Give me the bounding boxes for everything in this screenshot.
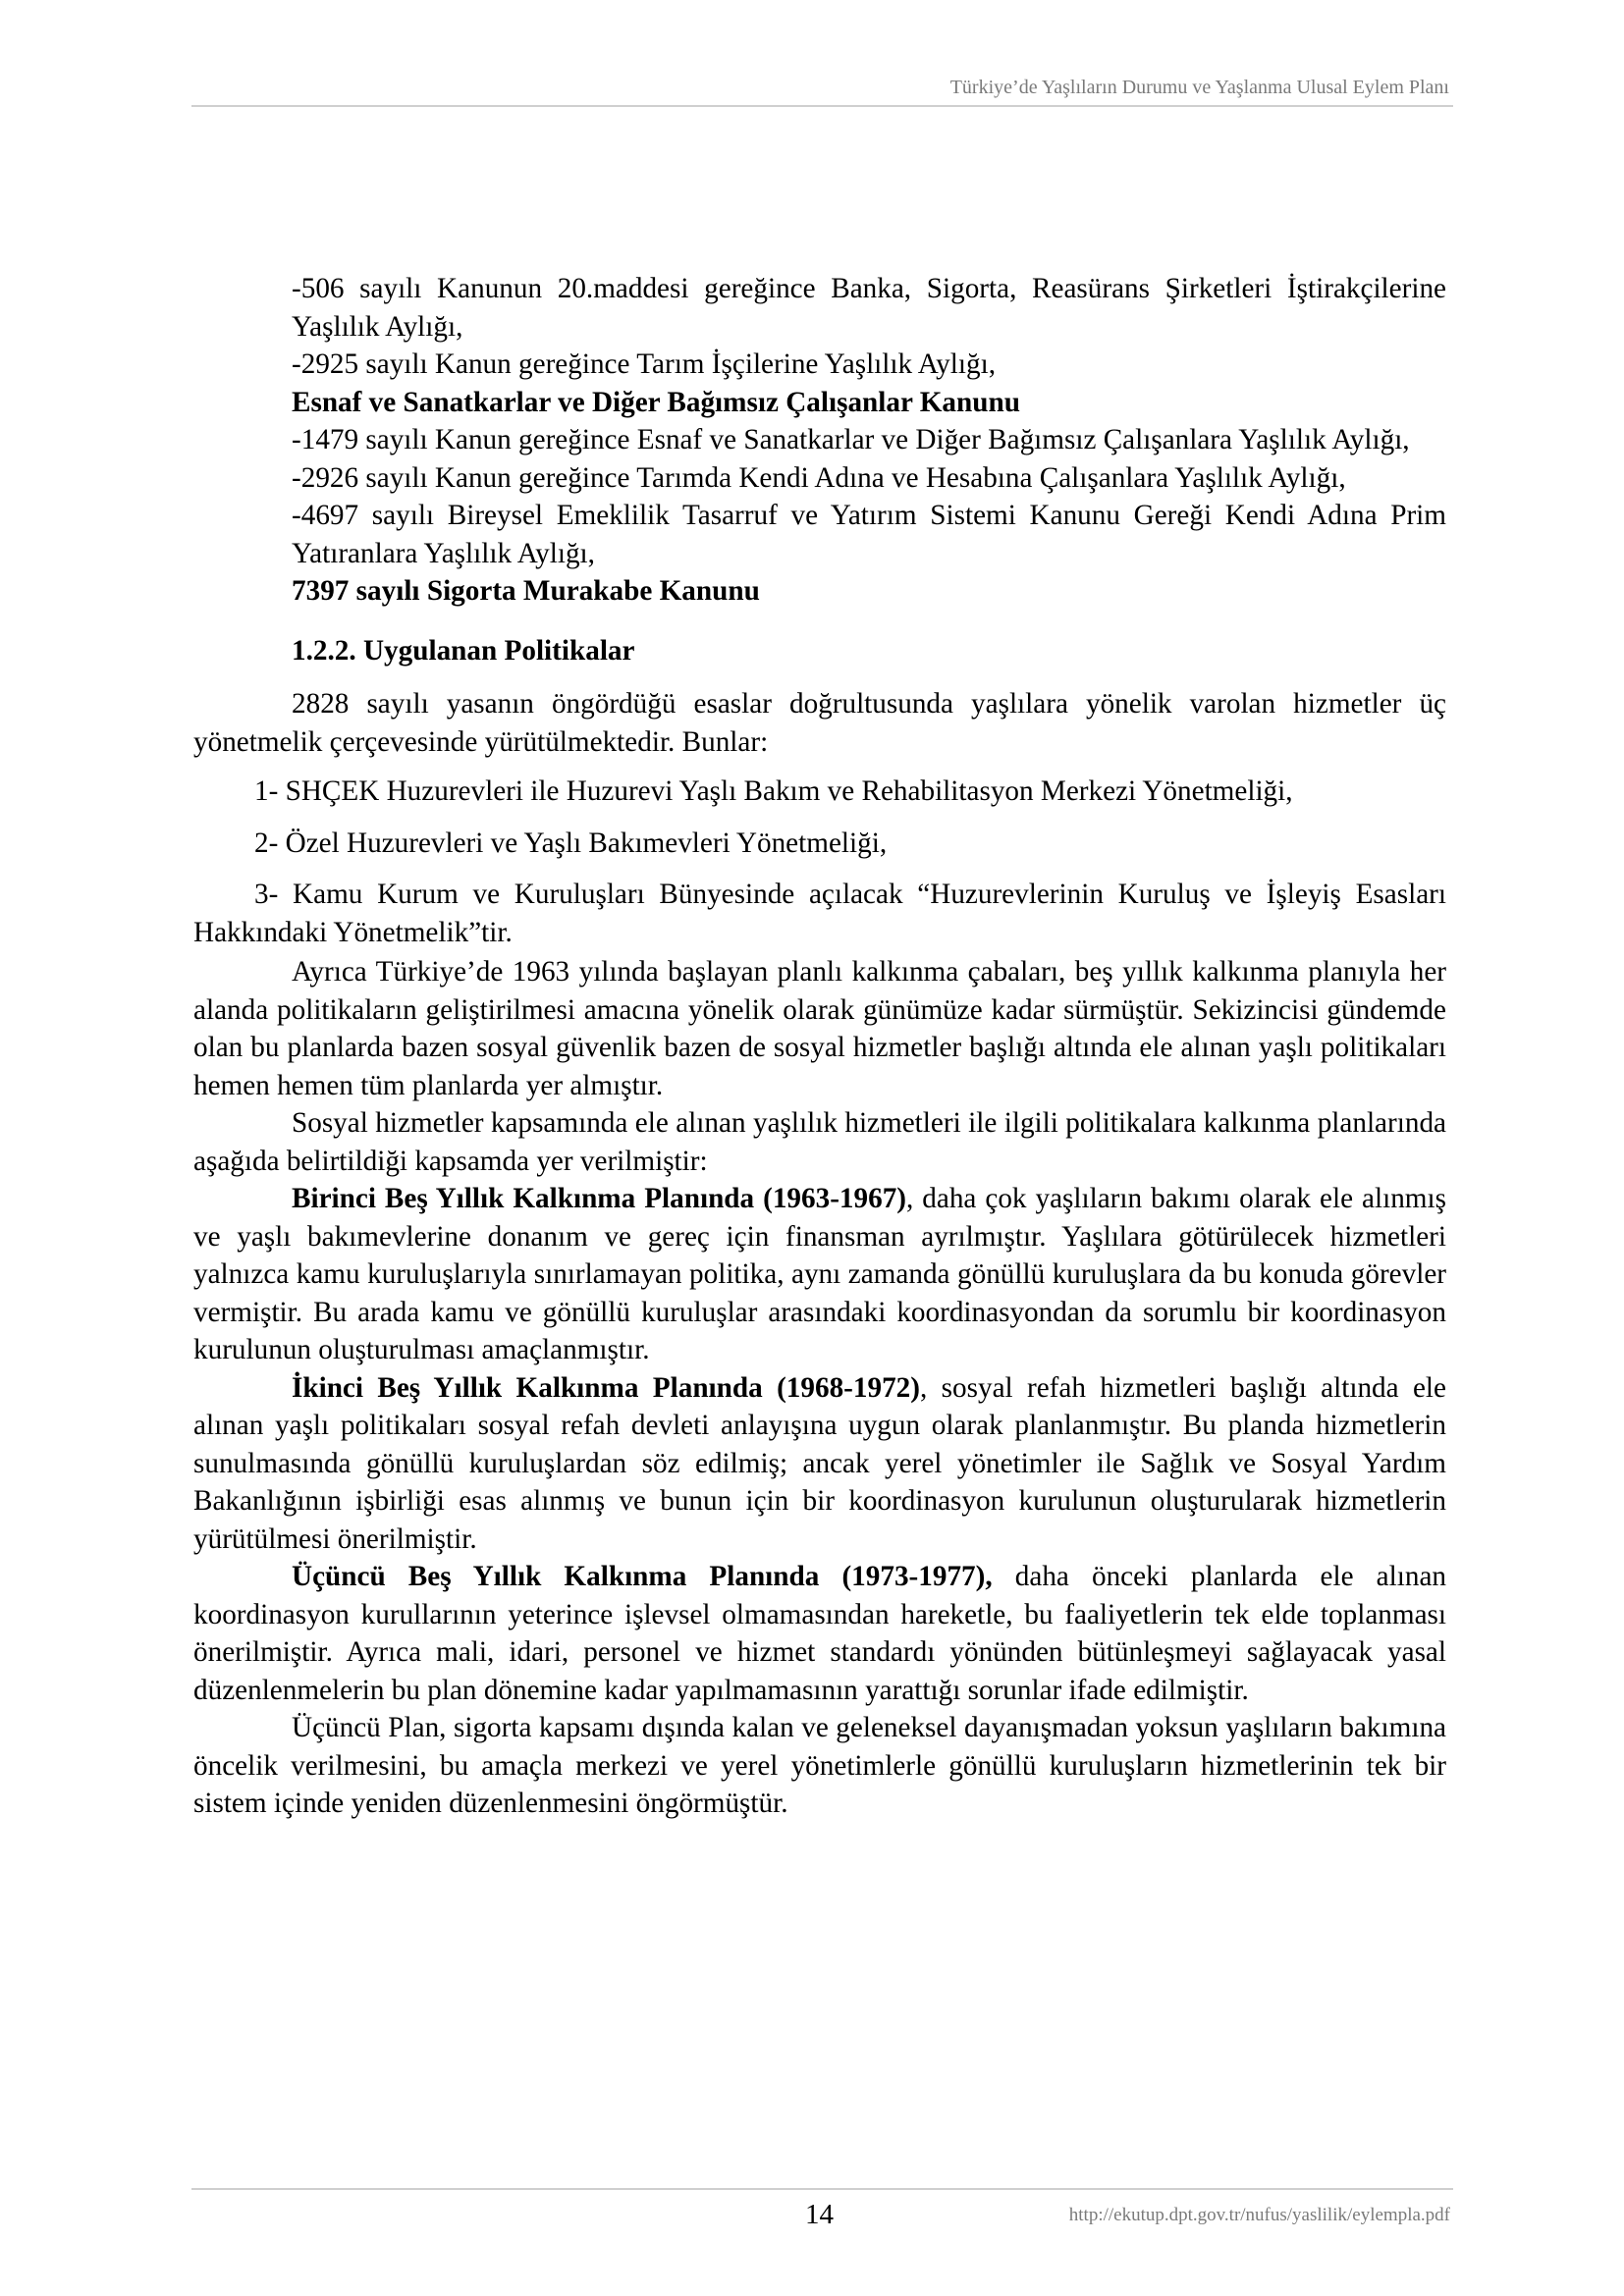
section-heading: 1.2.2. Uygulanan Politikalar <box>292 634 635 667</box>
running-header-title: Türkiye’de Yaşlıların Durumu ve Yaşlanma Ulusal Eylem Planı <box>949 77 1449 98</box>
law-list-item: -1479 sayılı Kanun gereğince Esnaf ve Sanatkarlar ve Diğer Bağımsız Çalışanlara Yaşlılık Aylığı, <box>292 424 1410 455</box>
regulation-item: 3- Kamu Kurum ve Kuruluşları Bünyesinde açılacak “Huzurevlerinin Kuruluş ve İşleyiş Esasları Hakkındaki Yönetmelik”tir. <box>193 879 1446 948</box>
regulation-item: 1- SHÇEK Huzurevleri ile Huzurevi Yaşlı Bakım ve Rehabilitasyon Merkezi Yönetmeliği, <box>254 775 1293 807</box>
footer-divider <box>191 2188 1453 2190</box>
law-list-item: -2925 sayılı Kanun gereğince Tarım İşçilerine Yaşlılık Aylığı, <box>292 348 996 380</box>
law-list <box>292 270 1446 611</box>
law-list-item: -506 sayılı Kanunun 20.maddesi gereğince Banka, Sigorta, Reasürans Şirketleri İştirakçilerine Yaşlılık Aylığı, <box>292 273 1446 343</box>
paragraph-text: Sosyal hizmetler kapsamında ele alınan yaşlılık hizmetleri ile ilgili politikalara kalkınma planlarında aşağıda belirtildiği kapsamda yer verilmiştir: <box>193 1107 1446 1177</box>
paragraph-text: , sosyal refah hizmetleri başlığı altında ele alınan yaşlı politikaları sosyal refah devleti anlayışına uygun olarak planlanmıştır. Bu planda hizmetlerin sunulmasında gönüllü kuruluşlardan söz edilmiş; ancak yerel yönetimler ile Sağlık ve Sosyal Yardım Bakanlığının işbirliği esas alınmış ve bunun için bir koordinasyon kurulunun oluşturularak hizmetlerin yürütülmesi önerilmiştir. <box>193 1371 1446 1555</box>
paragraph-text: Ayrıca Türkiye’de 1963 yılında başlayan planlı kalkınma çabaları, beş yıllık kalkınma planıyla her alanda politikaların geliştirilmesi amacına yönelik olarak günümüze kadar sürmüştür. Sekizincisi gündemde olan bu planlarda bazen sosyal güvenlik bazen de sosyal hizmetler başlığı altında ele alınan yaşlı politikaları hemen hemen tüm planlarda yer almıştır. <box>193 956 1446 1101</box>
law-list-subheading: 7397 sayılı Sigorta Murakabe Kanunu <box>292 575 760 607</box>
body-paragraph <box>193 953 1446 1104</box>
body-paragraph <box>193 1369 1446 1559</box>
page-body <box>193 270 1446 1823</box>
paragraph-lead-bold: Birinci Beş Yıllık Kalkınma Planında (1963-1967) <box>292 1183 907 1214</box>
paragraph-text: Üçüncü Plan, sigorta kapsamı dışında kalan ve geleneksel dayanışmadan yoksun yaşlıların bakımına öncelik verilmesini, bu amaçla merkezi ve yerel yönetimlerle gönüllü kuruluşların hizmetlerinin tek bir sistem içinde yeniden düzenlenmesini öngörmüştür. <box>193 1712 1446 1819</box>
body-paragraph <box>193 1709 1446 1823</box>
law-list-subheading: Esnaf ve Sanatkarlar ve Diğer Bağımsız Çalışanlar Kanunu <box>292 386 1020 418</box>
body-paragraph <box>193 1104 1446 1180</box>
paragraph-text: daha önceki planlarda ele alınan koordinasyon kurullarının yeterince işlevsel olmamasından hareketle, bu faaliyetlerin tek elde toplanması önerilmiştir. Ayrıca mali, idari, personel ve hizmet standardı yönünden bütünleşmeyi sağlayacak yasal düzenlenmelerin bu plan dönemine kadar yapılmamasının yarattığı sorunlar ifade edilmiştir. <box>193 1561 1446 1706</box>
paragraph-lead-bold: İkinci Beş Yıllık Kalkınma Planında (1968-1972) <box>292 1371 920 1404</box>
intro-paragraph: 2828 sayılı yasanın öngördüğü esaslar doğrultusunda yaşlılara yönelik varolan hizmetler üç yönetmelik çerçevesinde yürütülmektedir. Bunlar: <box>193 688 1446 758</box>
body-paragraph <box>193 1558 1446 1709</box>
page-number: 14 <box>805 2199 834 2230</box>
paragraph-lead-bold: Üçüncü Beş Yıllık Kalkınma Planında (1973-1977), <box>292 1561 993 1592</box>
law-list-item: -2926 sayılı Kanun gereğince Tarımda Kendi Adına ve Hesabına Çalışanlara Yaşlılık Aylığı, <box>292 461 1346 494</box>
footer-source-url: http://ekutup.dpt.gov.tr/nufus/yaslilik/eylempla.pdf <box>1068 2205 1450 2225</box>
body-paragraph <box>193 1180 1446 1369</box>
header-divider <box>191 105 1453 107</box>
regulation-item: 2- Özel Huzurevleri ve Yaşlı Bakımevleri Yönetmeliği, <box>254 827 888 859</box>
paragraph-text: , daha çok yaşlıların bakımı olarak ele alınmış ve yaşlı bakımevlerine donanım ve gereç için finansman ayrılmıştır. Yaşlılara götürülecek hizmetleri yalnızca kamu kuruluşlarıyla sınırlamayan politika, aynı zamanda gönüllü kuruluşlara da bu konuda görevler vermiştir. Bu arada kamu ve gönüllü kuruluşlar arasındaki koordinasyondan da sorumlu bir koordinasyon kurulunun oluşturulması amaçlanmıştır. <box>193 1183 1446 1365</box>
law-list-item: -4697 sayılı Bireysel Emeklilik Tasarruf ve Yatırım Sistemi Kanunu Gereği Kendi Adına Prim Yatıranlara Yaşlılık Aylığı, <box>292 500 1446 569</box>
